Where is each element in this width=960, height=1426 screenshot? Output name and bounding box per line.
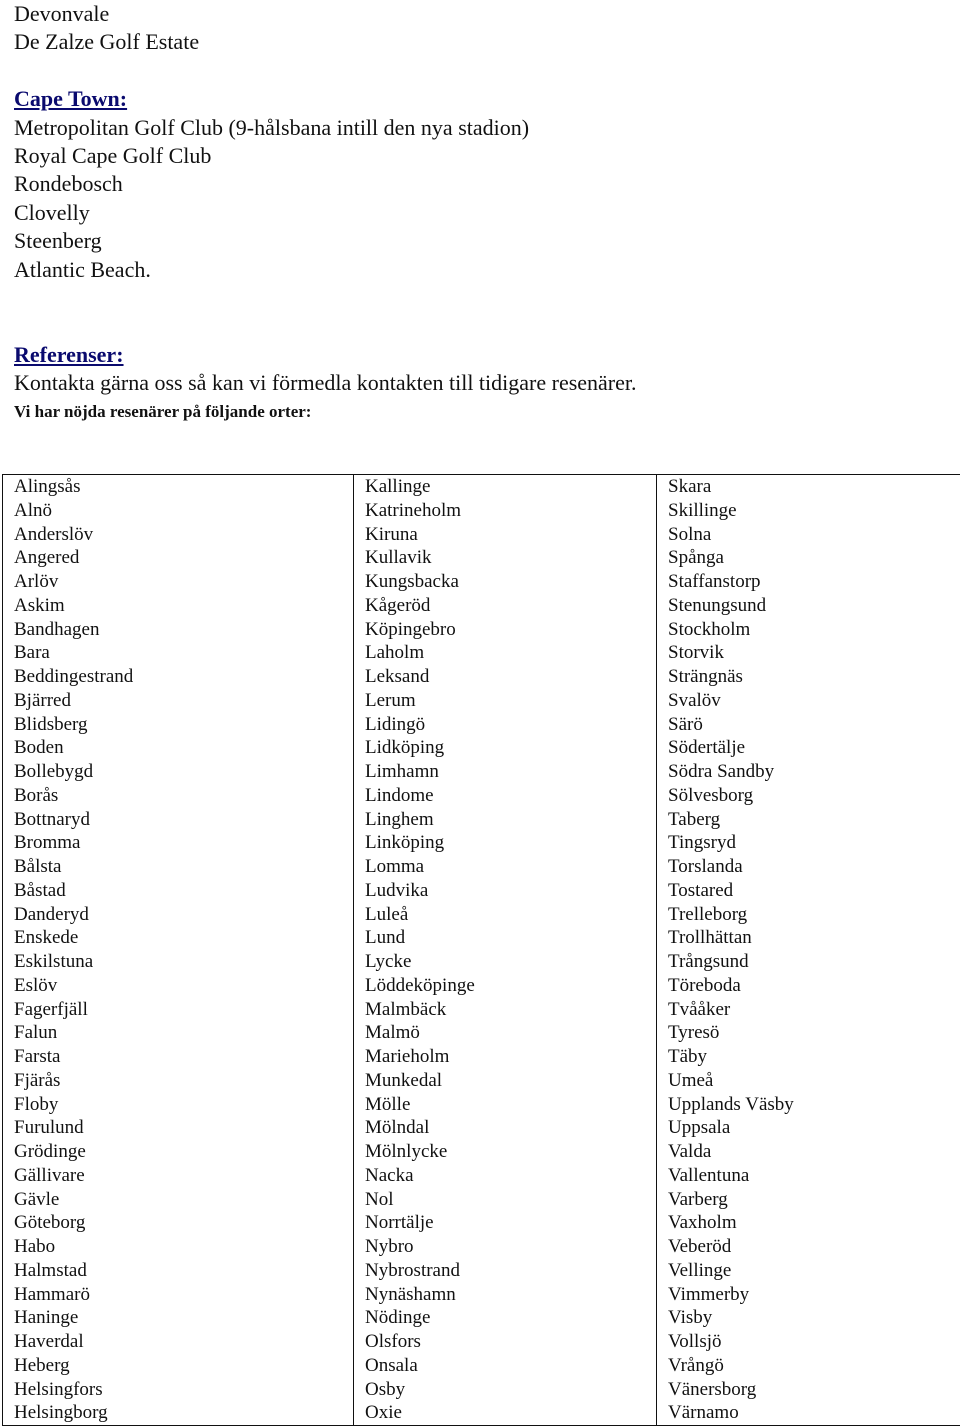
town-item: Grödinge [14, 1140, 353, 1164]
town-item: Furulund [14, 1116, 353, 1140]
town-item: Beddingestrand [14, 665, 353, 689]
venue-line: De Zalze Golf Estate [14, 28, 944, 56]
town-item: Vallentuna [668, 1164, 960, 1188]
towns-row [3, 475, 960, 1426]
town-item: Lomma [365, 855, 656, 879]
town-item: Uppsala [668, 1116, 960, 1140]
town-item: Farsta [14, 1045, 353, 1069]
town-item: Sölvesborg [668, 784, 960, 808]
town-item: Osby [365, 1378, 656, 1402]
town-item: Tvååker [668, 998, 960, 1022]
town-item: Munkedal [365, 1069, 656, 1093]
town-item: Stenungsund [668, 594, 960, 618]
town-item: Fagerfjäll [14, 998, 353, 1022]
town-item: Visby [668, 1306, 960, 1330]
spacer [14, 284, 944, 312]
town-item: Olsfors [365, 1330, 656, 1354]
town-item: Haverdal [14, 1330, 353, 1354]
town-item: Trångsund [668, 950, 960, 974]
cape-town-item: Royal Cape Golf Club [14, 142, 944, 170]
town-item: Boden [14, 736, 353, 760]
town-item: Valda [668, 1140, 960, 1164]
town-item: Lund [365, 926, 656, 950]
town-item: Upplands Väsby [668, 1093, 960, 1117]
town-item: Danderyd [14, 903, 353, 927]
town-item: Vellinge [668, 1259, 960, 1283]
cape-town-heading: Cape Town: [14, 85, 944, 113]
town-item: Stockholm [668, 618, 960, 642]
references-subheading: Vi har nöjda resenärer på följande orter: [14, 398, 944, 426]
town-item: Falun [14, 1021, 353, 1045]
town-item: Varberg [668, 1188, 960, 1212]
town-item: Storvik [668, 641, 960, 665]
town-item: Göteborg [14, 1211, 353, 1235]
town-item: Linköping [365, 831, 656, 855]
town-item: Svalöv [668, 689, 960, 713]
town-item: Lidingö [365, 713, 656, 737]
town-item: Kullavik [365, 546, 656, 570]
cape-town-list [14, 114, 944, 284]
town-item: Habo [14, 1235, 353, 1259]
town-item: Lycke [365, 950, 656, 974]
cape-town-item: Atlantic Beach. [14, 256, 944, 284]
town-item: Laholm [365, 641, 656, 665]
town-item: Ludvika [365, 879, 656, 903]
references-text: Kontakta gärna oss så kan vi förmedla kontakten till tidigare resenärer. [14, 369, 944, 397]
town-item: Angered [14, 546, 353, 570]
town-item: Särö [668, 713, 960, 737]
town-item: Vrångö [668, 1354, 960, 1378]
town-item: Bottnaryd [14, 808, 353, 832]
town-item: Mölnlycke [365, 1140, 656, 1164]
town-item: Torslanda [668, 855, 960, 879]
references-heading: Referenser: [14, 341, 944, 369]
town-item: Nödinge [365, 1306, 656, 1330]
town-item: Eslöv [14, 974, 353, 998]
spacer [14, 312, 944, 340]
town-item: Bandhagen [14, 618, 353, 642]
town-item: Nynäshamn [365, 1283, 656, 1307]
town-item: Gävle [14, 1188, 353, 1212]
town-item: Malmö [365, 1021, 656, 1045]
town-item: Nol [365, 1188, 656, 1212]
cape-town-item: Rondebosch [14, 170, 944, 198]
town-item: Blidsberg [14, 713, 353, 737]
town-item: Trelleborg [668, 903, 960, 927]
town-item: Båstad [14, 879, 353, 903]
towns-column-1 [3, 475, 354, 1426]
town-item: Trollhättan [668, 926, 960, 950]
town-item: Arlöv [14, 570, 353, 594]
town-item: Staffanstorp [668, 570, 960, 594]
towns-column-3 [657, 475, 960, 1426]
town-item: Alingsås [14, 475, 353, 499]
town-item: Södra Sandby [668, 760, 960, 784]
spacer [14, 57, 944, 85]
town-item: Enskede [14, 926, 353, 950]
town-item: Norrtälje [365, 1211, 656, 1235]
town-item: Vaxholm [668, 1211, 960, 1235]
town-item: Nybro [365, 1235, 656, 1259]
cape-town-item: Steenberg [14, 227, 944, 255]
town-item: Leksand [365, 665, 656, 689]
town-item: Lerum [365, 689, 656, 713]
town-item: Bålsta [14, 855, 353, 879]
town-item: Gällivare [14, 1164, 353, 1188]
town-item: Solna [668, 523, 960, 547]
town-item: Hammarö [14, 1283, 353, 1307]
town-item: Umeå [668, 1069, 960, 1093]
town-item: Floby [14, 1093, 353, 1117]
town-item: Skara [668, 475, 960, 499]
town-item: Luleå [365, 903, 656, 927]
town-item: Veberöd [668, 1235, 960, 1259]
town-item: Taberg [668, 808, 960, 832]
town-item: Kiruna [365, 523, 656, 547]
towns-column-2 [354, 475, 657, 1426]
town-item: Helsingborg [14, 1401, 353, 1425]
town-item: Haninge [14, 1306, 353, 1330]
town-item: Linghem [365, 808, 656, 832]
towns-list-1 [3, 475, 353, 1425]
town-item: Lidköping [365, 736, 656, 760]
town-item: Kungsbacka [365, 570, 656, 594]
town-item: Tingsryd [668, 831, 960, 855]
town-item: Heberg [14, 1354, 353, 1378]
town-item: Nacka [365, 1164, 656, 1188]
town-item: Töreboda [668, 974, 960, 998]
town-item: Alnö [14, 499, 353, 523]
town-item: Kågeröd [365, 594, 656, 618]
town-item: Bollebygd [14, 760, 353, 784]
cape-town-item: Metropolitan Golf Club (9-hålsbana intill den nya stadion) [14, 114, 944, 142]
town-item: Askim [14, 594, 353, 618]
town-item: Köpingebro [365, 618, 656, 642]
town-item: Oxie [365, 1401, 656, 1425]
town-item: Borås [14, 784, 353, 808]
town-item: Värnamo [668, 1401, 960, 1425]
town-item: Nybrostrand [365, 1259, 656, 1283]
town-item: Bromma [14, 831, 353, 855]
town-item: Mölndal [365, 1116, 656, 1140]
towns-table [2, 474, 960, 1426]
town-item: Skillinge [668, 499, 960, 523]
town-item: Helsingfors [14, 1378, 353, 1402]
town-item: Tostared [668, 879, 960, 903]
venue-line: Devonvale [14, 0, 944, 28]
town-item: Lindome [365, 784, 656, 808]
town-item: Bjärred [14, 689, 353, 713]
town-item: Strängnäs [668, 665, 960, 689]
town-item: Fjärås [14, 1069, 353, 1093]
town-item: Bara [14, 641, 353, 665]
town-item: Anderslöv [14, 523, 353, 547]
document-text [14, 0, 944, 426]
cape-town-item: Clovelly [14, 199, 944, 227]
town-item: Vimmerby [668, 1283, 960, 1307]
town-item: Mölle [365, 1093, 656, 1117]
town-item: Tyresö [668, 1021, 960, 1045]
towns-list-2 [354, 475, 656, 1425]
town-item: Spånga [668, 546, 960, 570]
town-item: Malmbäck [365, 998, 656, 1022]
town-item: Täby [668, 1045, 960, 1069]
town-item: Onsala [365, 1354, 656, 1378]
town-item: Limhamn [365, 760, 656, 784]
towns-list-3 [657, 475, 960, 1425]
town-item: Södertälje [668, 736, 960, 760]
town-item: Vollsjö [668, 1330, 960, 1354]
town-item: Katrineholm [365, 499, 656, 523]
town-item: Vänersborg [668, 1378, 960, 1402]
town-item: Marieholm [365, 1045, 656, 1069]
town-item: Halmstad [14, 1259, 353, 1283]
town-item: Eskilstuna [14, 950, 353, 974]
town-item: Kallinge [365, 475, 656, 499]
town-item: Löddeköpinge [365, 974, 656, 998]
